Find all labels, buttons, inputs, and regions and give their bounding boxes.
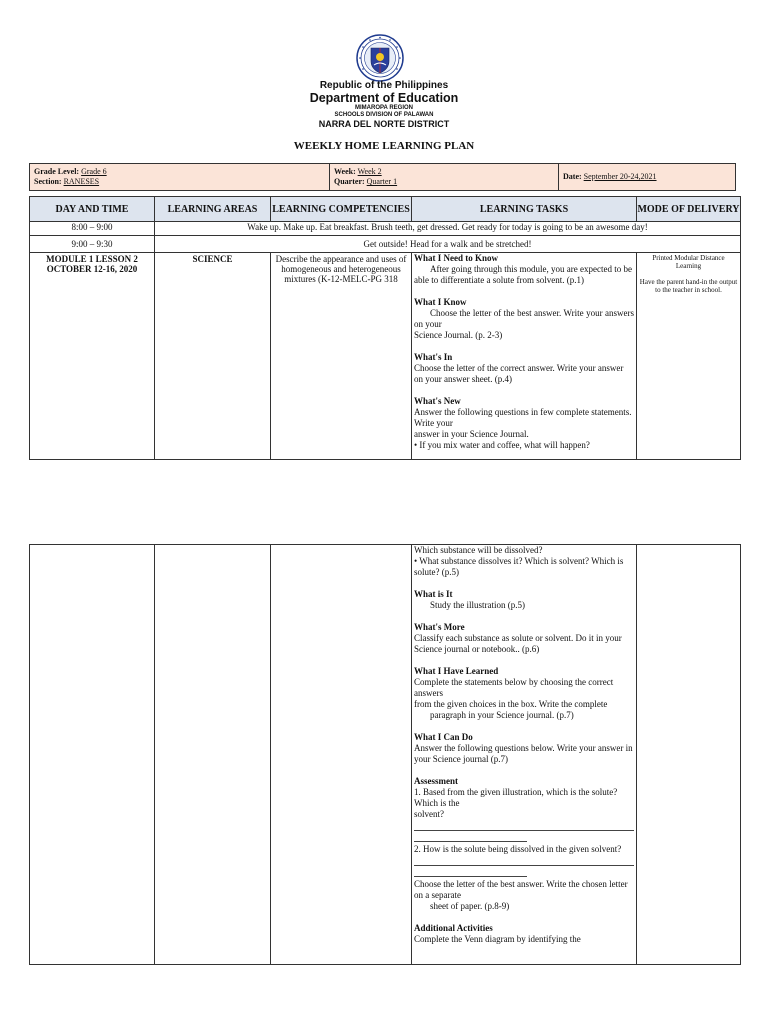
task-text: solvent? xyxy=(414,809,444,819)
task-text: After going through this module, you are expected to be able to differentiate a solute from solvent. (p.1) xyxy=(414,264,632,285)
table-header-row xyxy=(30,197,741,222)
task-text: 1. Based from the given illustration, which is the solute? Which is the xyxy=(414,787,618,808)
learning-plan-table xyxy=(29,196,741,460)
task-text: from the given choices in the box. Write the complete xyxy=(414,699,608,709)
task-text: Study the illustration (p.5) xyxy=(430,600,525,610)
empty-cell xyxy=(155,545,271,965)
header-republic: Republic of the Philippines xyxy=(319,80,449,91)
header-division: SCHOOLS DIVISION OF PALAWAN xyxy=(334,112,434,118)
schedule-row xyxy=(30,236,741,253)
header-district: NARRA DEL NORTE DISTRICT xyxy=(318,119,450,129)
grade-section-cell xyxy=(30,164,330,190)
task-text: Complete the Venn diagram by identifying the xyxy=(414,934,581,944)
answer-blank-line xyxy=(414,869,527,877)
lesson-row-continued xyxy=(30,545,741,965)
learning-area: SCIENCE xyxy=(155,253,271,460)
week-value: Week 2 xyxy=(357,167,382,176)
empty-cell xyxy=(30,545,155,965)
learning-tasks-cell xyxy=(412,253,637,460)
date-label: Date: xyxy=(563,172,582,181)
col-header-competencies: LEARNING COMPETENCIES xyxy=(271,197,412,222)
grade-value: Grade 6 xyxy=(81,167,107,176)
task-heading: What's In xyxy=(414,352,453,362)
col-header-mode: MODE OF DELIVERY xyxy=(637,197,741,222)
empty-cell xyxy=(637,545,741,965)
task-text: Which substance will be dissolved? xyxy=(414,545,543,555)
task-text: Choose the letter of the correct answer. Write your answer on your answer sheet. (p.4) xyxy=(414,363,624,384)
header-region: MIMAROPA REGION xyxy=(355,105,413,111)
schedule-row xyxy=(30,222,741,236)
plan-info-box xyxy=(29,163,736,191)
week-quarter-cell xyxy=(330,164,559,190)
section-value: RANESES xyxy=(63,177,100,186)
answer-blank-line xyxy=(414,834,527,842)
task-text: Answer the following questions in few complete statements. Write your xyxy=(414,407,632,428)
deped-seal-logo xyxy=(356,34,404,82)
task-heading: What's More xyxy=(414,622,465,632)
lesson-date: OCTOBER 12-16, 2020 xyxy=(46,264,138,274)
grade-label: Grade Level: xyxy=(34,167,80,176)
col-header-learning-areas: LEARNING AREAS xyxy=(155,197,271,222)
task-heading: What I Have Learned xyxy=(414,666,499,676)
schedule-time: 8:00 – 9:00 xyxy=(30,222,155,236)
task-heading: Assessment xyxy=(414,776,458,786)
task-heading: What I Know xyxy=(414,297,467,307)
quarter-value: Quarter 1 xyxy=(366,177,398,186)
task-text: Classify each substance as solute or solvent. Do it in your Science journal or notebook.. (p.6) xyxy=(414,633,622,654)
answer-blank-line xyxy=(414,858,634,866)
task-text: Complete the statements below by choosing the correct answers xyxy=(414,677,614,698)
mode-of-delivery xyxy=(637,253,741,460)
task-heading: What I Need to Know xyxy=(414,253,499,263)
task-text: Answer the following questions below. Write your answer in your Science journal (p.7) xyxy=(414,743,633,764)
quarter-label: Quarter: xyxy=(334,177,365,186)
task-heading: What's New xyxy=(414,396,461,406)
learning-competency: Describe the appearance and uses of homogeneous and heterogeneous mixtures (K-12-MELC-PG 318 xyxy=(271,253,412,460)
task-heading: What I Can Do xyxy=(414,732,473,742)
task-heading: Additional Activities xyxy=(414,923,493,933)
section-label: Section: xyxy=(34,177,62,186)
header-department: Department of Education xyxy=(309,91,459,105)
task-text: answer in your Science Journal. xyxy=(414,429,529,439)
task-text: Choose the letter of the best answer. Write the chosen letter on a separate xyxy=(414,879,628,900)
schedule-time: 9:00 – 9:30 xyxy=(30,236,155,253)
task-text: Science Journal. (p. 2-3) xyxy=(414,330,503,340)
lesson-row xyxy=(30,253,741,460)
learning-plan-table-continued xyxy=(29,544,741,965)
learning-tasks-cell-continued xyxy=(412,545,637,965)
mode-note: Have the parent hand-in the output to the teacher in school. xyxy=(639,278,738,294)
lesson-day-cell xyxy=(30,253,155,460)
lesson-module: MODULE 1 LESSON 2 xyxy=(46,254,138,264)
empty-cell xyxy=(271,545,412,965)
mode-text: Printed Modular Distance Learning xyxy=(652,254,725,270)
task-text: 2. How is the solute being dissolved in the given solvent? xyxy=(414,844,622,854)
task-heading: What is It xyxy=(414,589,453,599)
task-text: Choose the letter of the best answer. Write your answers on your xyxy=(414,308,634,329)
task-text: paragraph in your Science journal. (p.7) xyxy=(430,710,574,720)
week-label: Week: xyxy=(334,167,356,176)
col-header-tasks: LEARNING TASKS xyxy=(412,197,637,222)
date-value: September 20-24,2021 xyxy=(583,172,657,181)
col-header-day-time: DAY AND TIME xyxy=(30,197,155,222)
schedule-activity: Wake up. Make up. Eat breakfast. Brush teeth, get dressed. Get ready for today is going to be an awesome day! xyxy=(155,222,741,236)
answer-blank-line xyxy=(414,823,634,831)
date-cell xyxy=(559,164,735,190)
task-text: • What substance dissolves it? Which is solvent? Which is solute? (p.5) xyxy=(414,556,624,577)
page-title: WEEKLY HOME LEARNING PLAN xyxy=(293,140,475,152)
schedule-activity: Get outside! Head for a walk and be stretched! xyxy=(155,236,741,253)
task-text: • If you mix water and coffee, what will happen? xyxy=(414,440,590,450)
task-text: sheet of paper. (p.8-9) xyxy=(430,901,510,911)
